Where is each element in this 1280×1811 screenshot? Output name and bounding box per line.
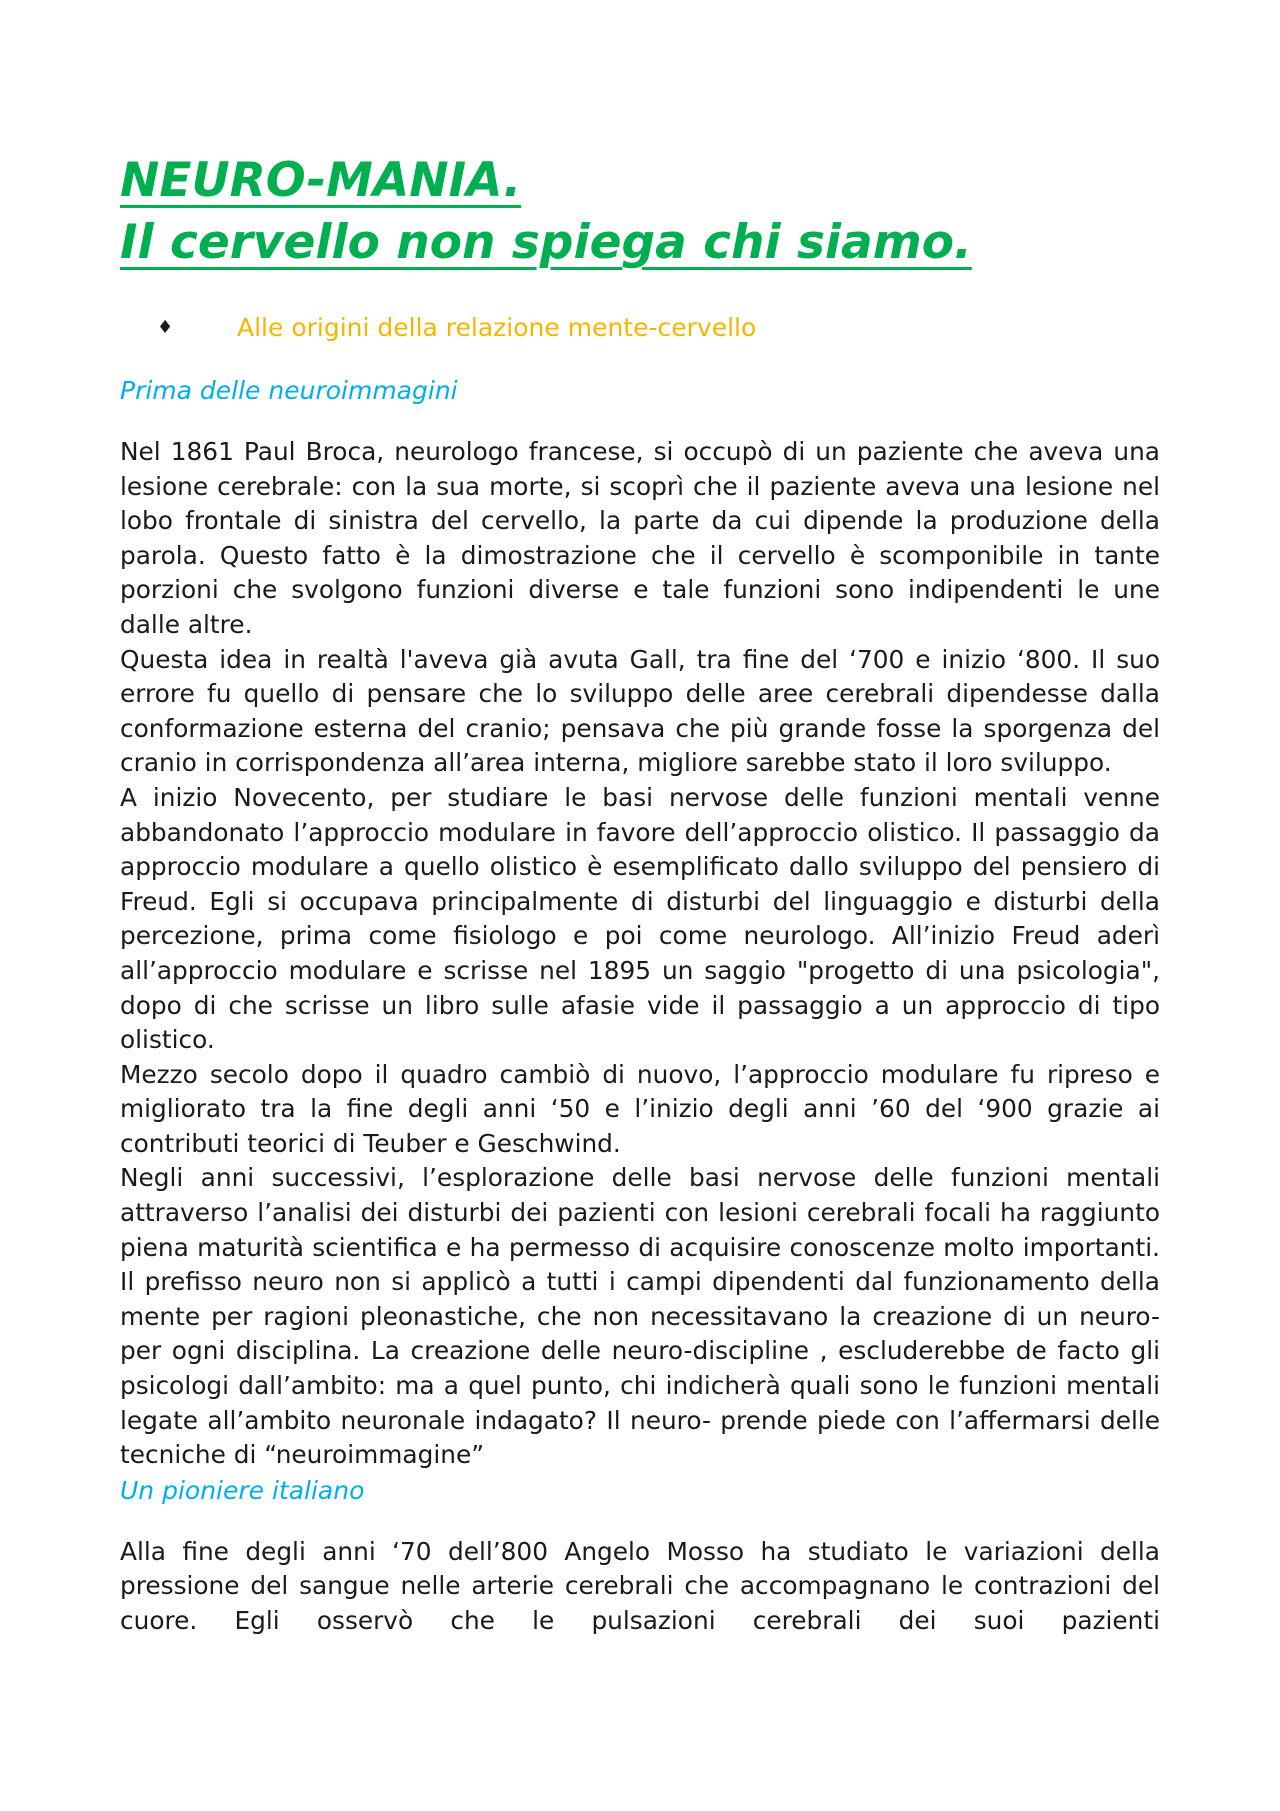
diamond-bullet-icon: ♦ xyxy=(157,317,174,338)
paragraph: Mezzo secolo dopo il quadro cambiò di nuovo, l’approccio modulare fu ripreso e migliorato tra la fine degli anni ‘50 e l’inizio degli anni ’60 del ‘900 grazie ai contributi teorici di Teuber e Geschwind. xyxy=(120,1059,1160,1158)
paragraph: Negli anni successivi, l’esplorazione delle basi nervose delle funzioni mentali attraverso l’analisi dei disturbi dei pazienti con lesioni cerebrali focali ha raggiunto piena maturità scientifica e ha permesso di acquisire conoscenze molto importanti. Il prefisso neuro non si applicò a tutti i campi dipendenti dal funzionamento della mente per ragioni pleonastiche, che non necessitavano la creazione di un neuro- per ogni disciplina. La creazione delle neuro-discipline , escluderebbe de facto gli psicologi dall’ambito: ma a quel punto, chi indicherà quali sono le funzioni mentali legate all’ambito neuronale indagato? Il neuro- prende piede con l’affermarsi delle tecniche di “neuroimmagine” xyxy=(120,1163,1160,1470)
section-body-pioniere xyxy=(120,1535,1160,1639)
paragraph: Questa idea in realtà l'aveva già avuta Gall, tra fine del ‘700 e inizio ‘800. Il suo errore fu quello di pensare che lo sviluppo delle aree cerebrali dipendesse dalla conformazione esterna del cranio; pensava che più grande fosse la sporgenza del cranio in corrispondenza all’area interna, migliore sarebbe stato il loro sviluppo. xyxy=(120,644,1160,778)
document-title xyxy=(120,150,1160,274)
paragraph: Nel 1861 Paul Broca, neurologo francese, si occupò di un paziente che aveva una lesione cerebrale: con la sua morte, si scoprì che il paziente aveva una lesione nel lobo frontale di sinistra del cervello, la parte da cui dipende la produzione della parola. Questo fatto è la dimostrazione che il cervello è scomponibile in tante porzioni che svolgono funzioni diverse e tale funzioni sono indipendenti le une dalle altre. xyxy=(120,437,1160,639)
bullet-item-text: Alle origini della relazione mente-cervello xyxy=(237,313,757,342)
document-page xyxy=(120,150,1160,1639)
section-heading-pioniere: Un pioniere italiano xyxy=(120,1475,365,1505)
section-heading-prima: Prima delle neuroimmagini xyxy=(120,376,458,405)
title-line-2: Il cervello non spiega chi siamo. xyxy=(120,215,972,270)
section-body-prima xyxy=(120,435,1160,1473)
bullet-item xyxy=(120,310,1160,346)
paragraph: Alla fine degli anni ‘70 dell’800 Angelo Mosso ha studiato le variazioni della pressione del sangue nelle arterie cerebrali che accompagnano le contrazioni del cuore. Egli osservò che le pulsazioni cerebrali dei suoi pazienti xyxy=(120,1536,1160,1635)
title-line-1: NEURO-MANIA. xyxy=(120,153,522,208)
paragraph: A inizio Novecento, per studiare le basi nervose delle funzioni mentali venne abbandonato l’approccio modulare in favore dell’approccio olistico. Il passaggio da approccio modulare a quello olistico è esemplificato dallo sviluppo del pensiero di Freud. Egli si occupava principalmente di disturbi del linguaggio e disturbi della percezione, prima come fisiologo e poi come neurologo. All’inizio Freud aderì all’approccio modulare e scrisse nel 1895 un saggio "progetto di una psicologia", dopo di che scrisse un libro sulle afasie vide il passaggio a un approccio di tipo olistico. xyxy=(120,782,1160,1055)
